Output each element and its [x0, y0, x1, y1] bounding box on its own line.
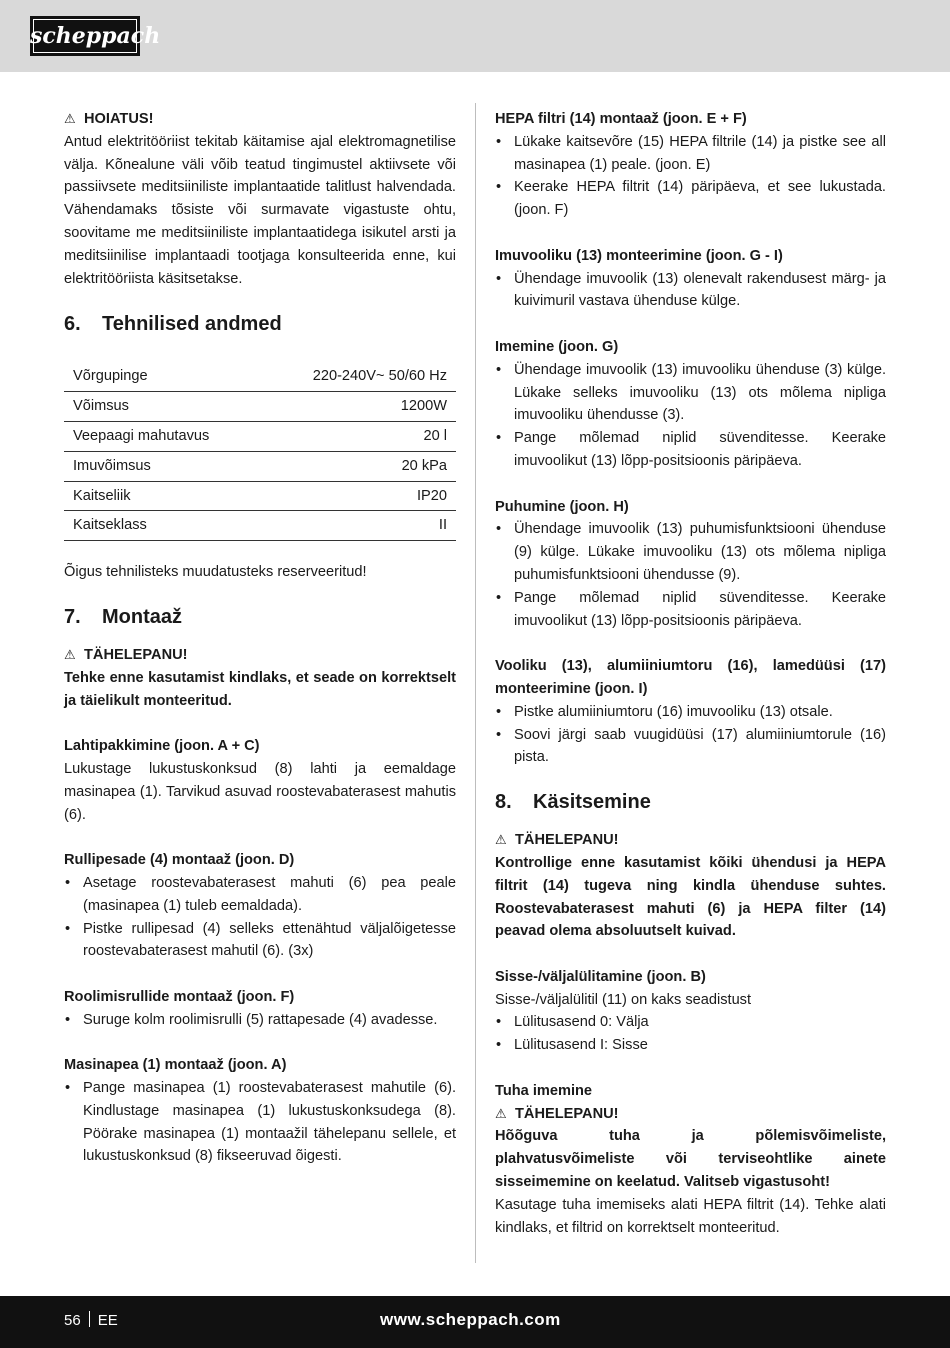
rullipesad-list	[64, 872, 456, 963]
spec-value: II	[261, 511, 456, 541]
sisse-list	[495, 1011, 886, 1057]
list-item: • Soovi järgi saab vuugidüüsi (17) alumiiniumtorule (16) pista.	[495, 724, 886, 770]
footer-separator	[89, 1311, 90, 1327]
rullipesad-title: Rullipesade (4) montaaž (joon. D)	[64, 852, 295, 869]
list-item: • Lükake kaitsevõre (15) HEPA filtrile (14) ja pistke see all masinapea (1) peale. (joon. E)	[495, 131, 886, 177]
masinapea-list	[64, 1077, 456, 1168]
list-item: • Suruge kolm roolimisrulli (5) rattapesade (4) avadesse.	[64, 1009, 456, 1032]
reserve-note: Õigus tehnilisteks muudatusteks reserveeritud!	[64, 564, 367, 581]
puhumine-title: Puhumine (joon. H)	[495, 498, 629, 515]
list-item: • Ühendage imuvoolik (13) puhumisfunktsiooni ühenduse (9) külge. Lükake imuvooliku (13) ots mõlema nipliga puhumisfunktsiooni ühendusse (9).	[495, 518, 886, 586]
spec-label: Kaitseliik	[64, 481, 261, 511]
warning-triangle-icon: ⚠	[495, 1105, 507, 1121]
spec-label: Võimsus	[64, 392, 261, 422]
right-column	[495, 108, 886, 1239]
list-item: • Pange mõlemad niplid süvenditesse. Keerake imuvoolikut (13) lõpp-positsioonis päripäeva.	[495, 427, 886, 473]
column-divider	[475, 103, 476, 1263]
unpack-text: Lukustage lukustuskonksud (8) lahti ja eemaldage masinapea (1). Tarvikud asuvad roostevabaterasest mahutis (6).	[64, 760, 456, 823]
list-item: • Asetage roostevabaterasest mahuti (6) pea peale (masinapea (1) tuleb eemaldada).	[64, 872, 456, 918]
sisse-text: Sisse-/väljalülitil (11) on kaks seadistust	[495, 991, 752, 1008]
footer-bar	[0, 1296, 950, 1348]
spec-value: 20 kPa	[261, 451, 456, 481]
unpack-title: Lahtipakkimine (joon. A + C)	[64, 738, 260, 755]
hepa-title: HEPA filtri (14) montaaž (joon. E + F)	[495, 111, 747, 127]
imuvooliku-list	[495, 268, 886, 314]
website-url: www.scheppach.com	[380, 1310, 561, 1329]
spec-row	[64, 481, 456, 511]
hoiatus-text: Antud elektritööriist tekitab käitamise ajal elektromagnetilise välja. Kõnealune väli võib teatud tingimustel aktiivsete või passiivsete meditsiiniliste implantaatide talitlust halvendada. Vähendamaks tõsiste või surmavate vigastuste ohtu, soovitame me meditsiiniliste implantaatidega isikutel arsti ja meditsiinilise implantaadi tootjaga konsulteerida enne, kui elektritööriista käsitsetakse.	[64, 133, 456, 287]
hepa-list	[495, 131, 886, 222]
list-item: • Pistke alumiiniumtoru (16) imuvooliku (13) otsale.	[495, 701, 886, 724]
list-item: • Pange mõlemad niplid süvenditesse. Keerake imuvoolikut (13) lõpp-positsioonis päripäeva.	[495, 587, 886, 633]
spec-value: 1200W	[261, 392, 456, 422]
vooliku-title: Vooliku (13), alumiiniumtoru (16), lamedüüsi (17) monteerimine (joon. I)	[495, 658, 886, 697]
hoiatus-heading: ⚠ HOIATUS!	[64, 108, 456, 131]
imemine-title: Imemine (joon. G)	[495, 338, 619, 355]
roolimis-title: Roolimisrullide montaaž (joon. F)	[64, 988, 295, 1005]
left-column	[64, 108, 456, 1168]
tahelepanu-heading: ⚠ TÄHELEPANU!	[64, 644, 456, 667]
section-7-heading: 7. Montaaž	[64, 605, 182, 628]
list-item: • Ühendage imuvoolik (13) olenevalt rakendusest märg- ja kuivimuril vastava ühenduse külge.	[495, 268, 886, 314]
spec-label: Kaitseklass	[64, 511, 261, 541]
warning-triangle-icon: ⚠	[64, 646, 76, 662]
spec-table	[64, 362, 456, 541]
tahelepanu-heading: ⚠ TÄHELEPANU!	[495, 1103, 886, 1126]
puhumine-list	[495, 518, 886, 632]
imemine-list	[495, 359, 886, 473]
section-8-heading: 8. Käsitsemine	[495, 791, 651, 814]
spec-row	[64, 511, 456, 541]
vooliku-list	[495, 701, 886, 769]
section-6-heading: 6. Tehnilised andmed	[64, 313, 282, 336]
list-item: • Pistke rullipesad (4) selleks ettenähtud väljalõigetesse roostevabaterasest mahutil (6). (3x)	[64, 918, 456, 964]
sisse-title: Sisse-/väljalülitamine (joon. B)	[495, 968, 706, 985]
list-item: • Pange masinapea (1) roostevabaterasest mahutile (6). Kindlustage masinapea (1) lukustuskonksudega (8). Pöörake masinapea (1) montaažil tähelepanu sellele, et lukustuskonksud (8) fikseeruvad õigesti.	[64, 1077, 456, 1168]
tahelepanu-text: Hõõguva tuha ja põlemisvõimeliste, plahvatusvõimeliste või terviseohtlike ainete sisseimemine on keelatud. Valitseb vigastusoht!	[495, 1128, 886, 1191]
list-item: • Lülitusasend 0: Välja	[495, 1011, 886, 1034]
tuha-text: Kasutage tuha imemiseks alati HEPA filtrit (14). Tehke alati kindlaks, et filtrid on korrektselt monteeritud.	[495, 1196, 886, 1236]
tahelepanu-heading: ⚠ TÄHELEPANU!	[495, 829, 886, 852]
spec-label: Imuvõimsus	[64, 451, 261, 481]
spec-row	[64, 362, 456, 391]
roolimis-list	[64, 1009, 456, 1032]
tahelepanu-text: Kontrollige enne kasutamist kõiki ühendusi ja HEPA filtrit (14) tugeva ning kindla ühenduse suhtes. Roostevabaterasest mahuti (6) ja HEPA filter (14) peavad olema absoluutselt kuivad.	[495, 854, 886, 940]
tuha-title: Tuha imemine	[495, 1082, 593, 1099]
spec-row	[64, 392, 456, 422]
spec-label: Võrgupinge	[64, 362, 261, 391]
scheppach-logo: scheppach	[30, 16, 140, 56]
spec-value: IP20	[261, 481, 456, 511]
list-item: • Keerake HEPA filtrit (14) päripäeva, et see lukustada. (joon. F)	[495, 176, 886, 222]
list-item: • Lülitusasend I: Sisse	[495, 1034, 886, 1057]
list-item: • Ühendage imuvoolik (13) imuvooliku ühenduse (3) külge. Lükake selleks imuvooliku (13) ots mõlema nipliga imuvooliku ühendusse (3).	[495, 359, 886, 427]
spec-label: Veepaagi mahutavus	[64, 421, 261, 451]
imuvooliku-title: Imuvooliku (13) monteerimine (joon. G - I)	[495, 247, 783, 264]
warning-triangle-icon: ⚠	[495, 832, 507, 848]
spec-row	[64, 421, 456, 451]
header-bar	[0, 0, 950, 72]
spec-value: 20 l	[261, 421, 456, 451]
masinapea-title: Masinapea (1) montaaž (joon. A)	[64, 1057, 287, 1074]
spec-value: 220-240V~ 50/60 Hz	[261, 362, 456, 391]
tahelepanu-text: Tehke enne kasutamist kindlaks, et seade on korrektselt ja täielikult monteeritud.	[64, 669, 456, 709]
page-number: 56 EE	[64, 1312, 118, 1329]
warning-triangle-icon: ⚠	[64, 111, 76, 126]
spec-row	[64, 451, 456, 481]
